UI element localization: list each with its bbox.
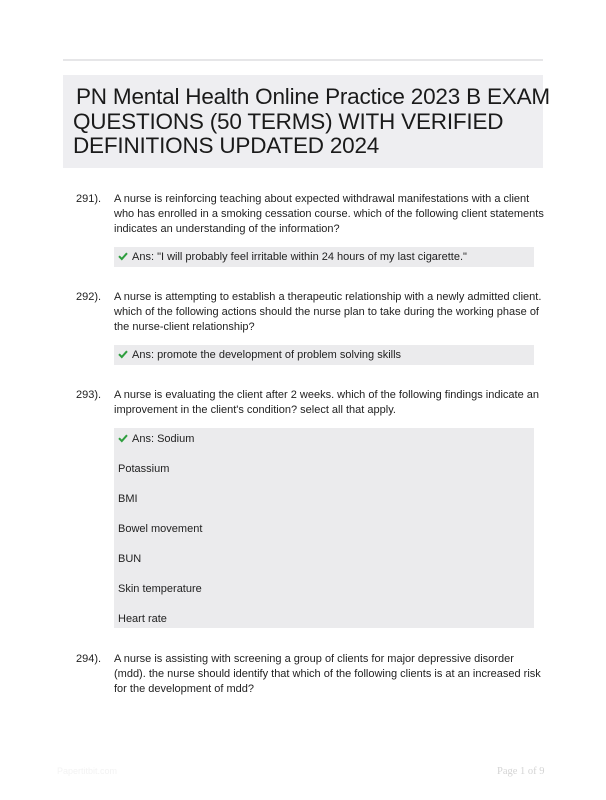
question-number: 292). — [76, 291, 102, 303]
question-text-line: for the development of mdd? — [114, 683, 255, 695]
question-text-line: A nurse is evaluating the client after 2 weeks. which of the following findings indicate an — [114, 389, 539, 401]
question-text-line: who has enrolled in a smoking cessation course. which of the following client statements — [114, 208, 544, 220]
question-number: 293). — [76, 389, 102, 401]
page-title — [73, 84, 550, 159]
question-number: 294). — [76, 653, 102, 665]
answer-option: BMI — [118, 493, 138, 505]
footer-watermark: Papertitbit.com — [57, 766, 118, 776]
question-text-line: improvement in the client's condition? select all that apply. — [114, 404, 396, 416]
answer-option-correct — [118, 345, 530, 365]
question-text — [114, 290, 542, 335]
question-text-line: which of the following actions should the nurse plan to take during the working phase of — [114, 306, 539, 318]
check-icon — [118, 349, 128, 359]
question-text — [114, 192, 544, 237]
check-icon — [118, 433, 128, 443]
check-icon — [118, 251, 128, 261]
question-text-line: A nurse is assisting with screening a group of clients for major depressive disorder — [114, 653, 514, 665]
question-text-line: A nurse is attempting to establish a therapeutic relationship with a newly admitted client. — [114, 291, 542, 303]
question-number: 291). — [76, 193, 102, 205]
answer-option: Skin temperature — [118, 583, 202, 595]
question-text — [114, 652, 541, 697]
answer-box — [114, 247, 534, 267]
page-number: Page 1 of 9 — [497, 766, 545, 777]
question-text — [114, 388, 538, 418]
question-text-line: the nurse-client relationship? — [114, 321, 255, 333]
answer-option-correct — [118, 429, 530, 459]
question-text-line: (mdd). the nurse should identify that which of the following clients is at an increased risk — [114, 668, 541, 680]
answer-option-correct — [118, 247, 530, 267]
title-box — [63, 75, 550, 168]
answer-option: Heart rate — [118, 613, 167, 625]
top-divider — [63, 59, 543, 61]
answer-text: Ans: Sodium — [132, 433, 195, 445]
title-line: PN Mental Health Online Practice 2023 B EXAM — [76, 84, 550, 109]
answer-box — [114, 345, 534, 365]
title-line: QUESTIONS (50 TERMS) WITH VERIFIED — [73, 108, 504, 134]
answer-option: Potassium — [118, 463, 170, 475]
answer-text: Ans: "I will probably feel irritable within 24 hours of my last cigarette." — [132, 251, 467, 263]
answer-text: Ans: promote the development of problem solving skills — [132, 349, 402, 361]
answer-box — [114, 428, 534, 628]
question-text-line: A nurse is reinforcing teaching about expected withdrawal manifestations with a client — [114, 193, 530, 205]
answer-option: BUN — [118, 553, 142, 565]
answer-option: Bowel movement — [118, 523, 203, 535]
question-text-line: indicates an understanding of the information? — [114, 223, 340, 235]
title-line: DEFINITIONS UPDATED 2024 — [73, 133, 380, 158]
